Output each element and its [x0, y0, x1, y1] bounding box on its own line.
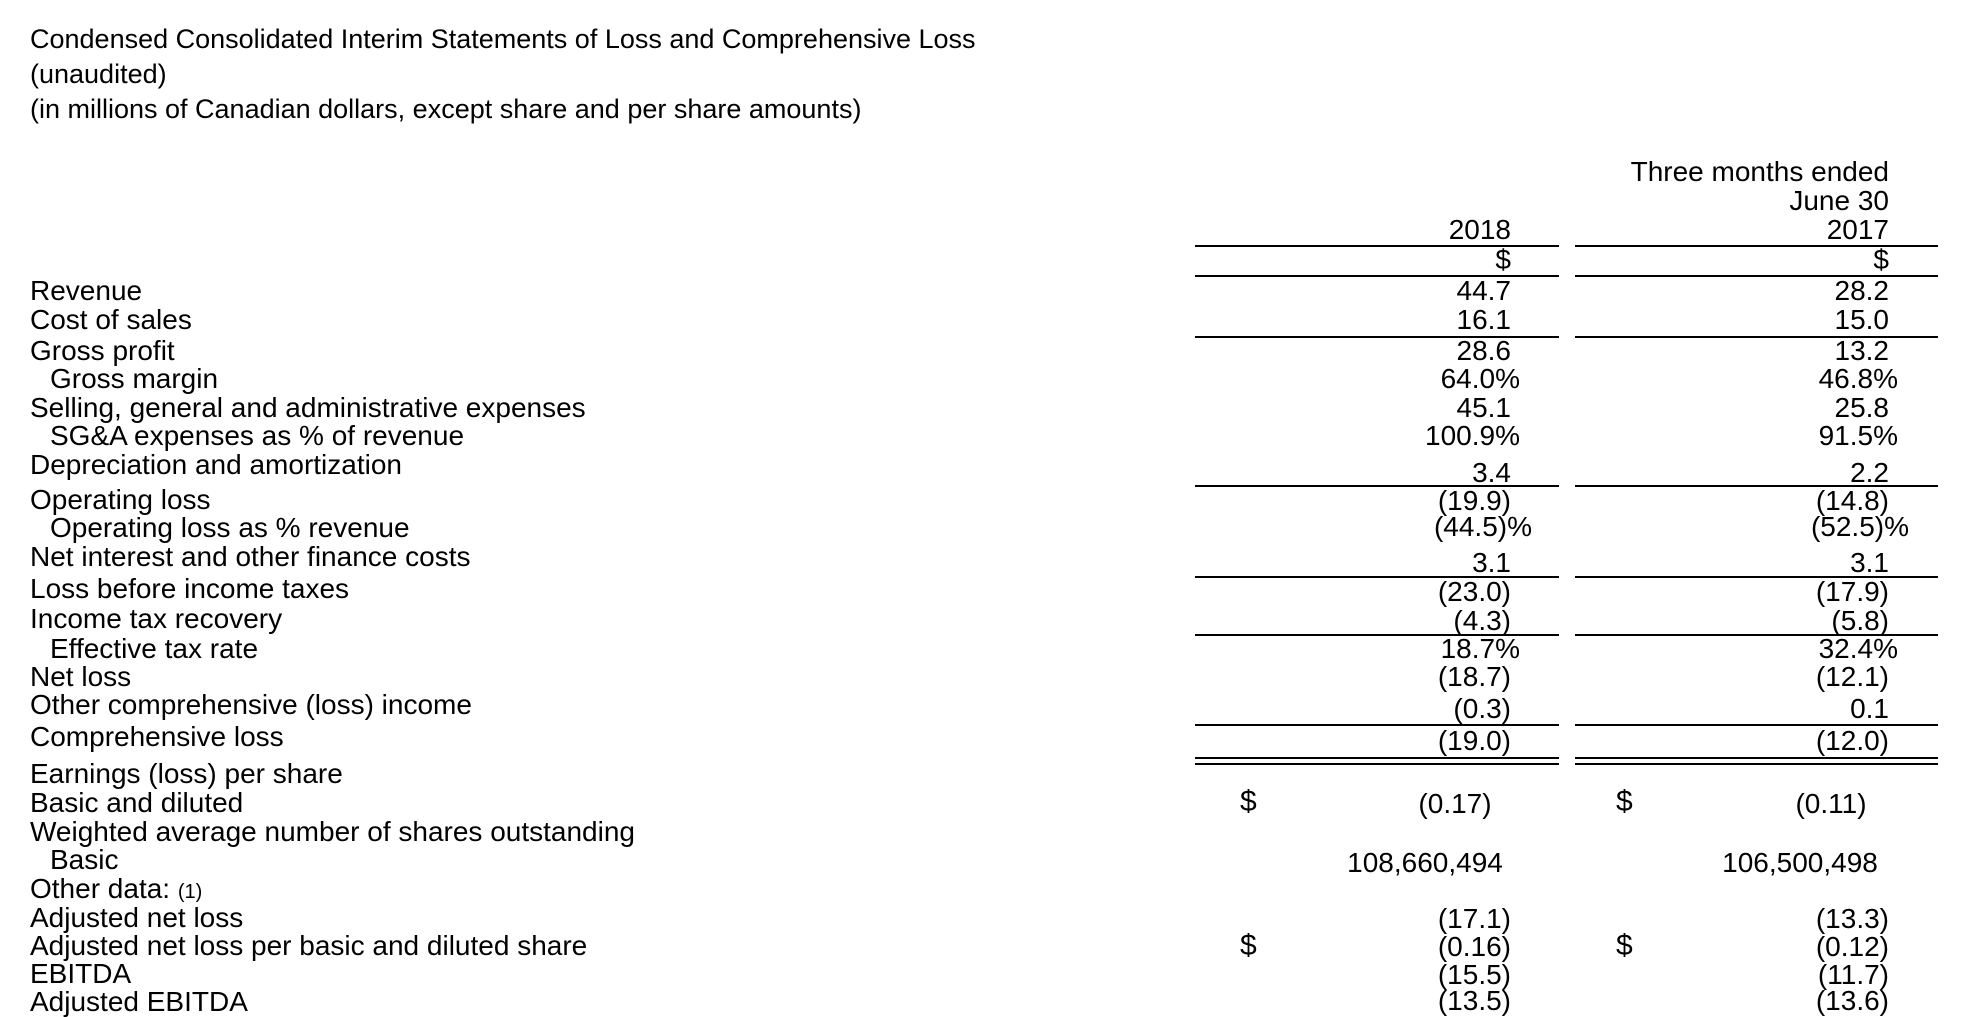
value-2018: 44.7 [1456, 275, 1511, 306]
value-2017: (52.5)% [1810, 511, 1909, 542]
value-2017: (0.11) [1795, 788, 1867, 819]
value-2018: 16.1 [1456, 304, 1511, 335]
year-2017-header: 2017 [1826, 214, 1889, 245]
currency-symbol: $ [1616, 785, 1633, 818]
total-double-rule [1195, 757, 1559, 759]
value-2017: 32.4% [1818, 633, 1898, 664]
value-2018: 3.4 [1472, 457, 1511, 488]
value-2017: (13.6) [1815, 985, 1889, 1016]
value-2018: (19.0) [1437, 725, 1511, 756]
value-2018: (0.3) [1453, 693, 1511, 724]
row-label: Operating loss as % revenue [50, 512, 410, 543]
statement-subtitle-units: (in millions of Canadian dollars, except share and per share amounts) [30, 94, 862, 124]
value-2017: (17.9) [1815, 576, 1889, 607]
value-2017: 3.1 [1850, 547, 1889, 578]
value-2017: 46.8% [1818, 363, 1898, 394]
row-label: Depreciation and amortization [30, 449, 402, 480]
value-2018: 45.1 [1456, 392, 1511, 423]
currency-symbol: $ [1240, 785, 1257, 818]
value-2017: (5.8) [1831, 605, 1889, 636]
value-2017: (12.0) [1815, 725, 1889, 756]
row-label: EBITDA [30, 958, 132, 989]
period-header-line2: June 30 [1789, 185, 1889, 216]
row-label: Basic [50, 844, 119, 875]
value-2017: (12.1) [1815, 661, 1889, 692]
row-label: Loss before income taxes [30, 573, 350, 604]
value-2017: 25.8 [1834, 392, 1889, 423]
value-2017: 28.2 [1834, 275, 1889, 306]
currency-symbol: $ [1616, 929, 1633, 962]
footnote-ref: (1) [177, 881, 203, 903]
row-label: Basic and diluted [30, 787, 244, 818]
value-2018: 28.6 [1456, 335, 1511, 366]
row-label: Operating loss [30, 484, 211, 515]
value-2018: 3.1 [1472, 547, 1511, 578]
value-2018: (0.16) [1437, 931, 1511, 962]
value-2017: 106,500,498 [1722, 847, 1878, 878]
total-double-rule [1195, 763, 1559, 765]
total-double-rule [1575, 763, 1938, 765]
value-2017: 2.2 [1850, 457, 1889, 488]
value-2018: 64.0% [1440, 363, 1520, 394]
row-label: Cost of sales [30, 304, 192, 335]
value-2017: 15.0 [1834, 304, 1889, 335]
section-heading: Earnings (loss) per share [30, 758, 343, 789]
row-label: Other comprehensive (loss) income [30, 689, 472, 720]
section-heading: Weighted average number of shares outstanding [30, 816, 635, 847]
value-2017: (11.7) [1817, 959, 1889, 990]
statement-title: Condensed Consolidated Interim Statements of Loss and Comprehensive Loss [30, 24, 976, 54]
row-label: Net interest and other finance costs [30, 541, 471, 572]
row-label: Revenue [30, 275, 143, 306]
row-label: Net loss [30, 661, 132, 692]
currency-2018-header: $ [1495, 244, 1511, 275]
value-2018: 108,660,494 [1347, 847, 1503, 878]
value-2018: (0.17) [1418, 788, 1492, 819]
value-2017: (14.8) [1815, 485, 1889, 516]
value-2017: 0.1 [1850, 693, 1889, 724]
value-2017: (13.3) [1815, 903, 1889, 934]
value-2018: (15.5) [1437, 959, 1511, 990]
currency-symbol: $ [1240, 929, 1257, 962]
year-2018-header: 2018 [1448, 214, 1511, 245]
row-label: Adjusted EBITDA [30, 986, 248, 1017]
row-label: Income tax recovery [30, 603, 283, 634]
value-2018: (17.1) [1437, 903, 1511, 934]
row-label: Gross profit [30, 335, 175, 366]
currency-2017-header: $ [1873, 244, 1889, 275]
statement-subtitle-unaudited: (unaudited) [30, 59, 167, 89]
row-label: Comprehensive loss [30, 721, 284, 752]
value-2018: (4.3) [1453, 605, 1511, 636]
period-header-line1: Three months ended [1630, 156, 1889, 187]
row-label: Gross margin [50, 363, 219, 394]
row-label: Adjusted net loss per basic and diluted share [30, 930, 588, 961]
row-label: Selling, general and administrative expenses [30, 392, 586, 423]
value-2018: (18.7) [1437, 661, 1511, 692]
other-data-label: Other data: [30, 873, 171, 904]
value-2017: (0.12) [1815, 931, 1889, 962]
value-2018: (23.0) [1437, 576, 1511, 607]
value-2018: 100.9% [1425, 420, 1520, 451]
value-2018: (19.9) [1437, 485, 1511, 516]
total-double-rule [1575, 757, 1938, 759]
row-label: Effective tax rate [50, 633, 259, 664]
row-label: Adjusted net loss [30, 902, 244, 933]
value-2018: (13.5) [1437, 985, 1511, 1016]
value-2017: 13.2 [1834, 335, 1889, 366]
row-label: SG&A expenses as % of revenue [50, 420, 465, 451]
value-2018: 18.7% [1440, 633, 1520, 664]
value-2017: 91.5% [1818, 420, 1898, 451]
value-2018: (44.5)% [1433, 511, 1532, 542]
